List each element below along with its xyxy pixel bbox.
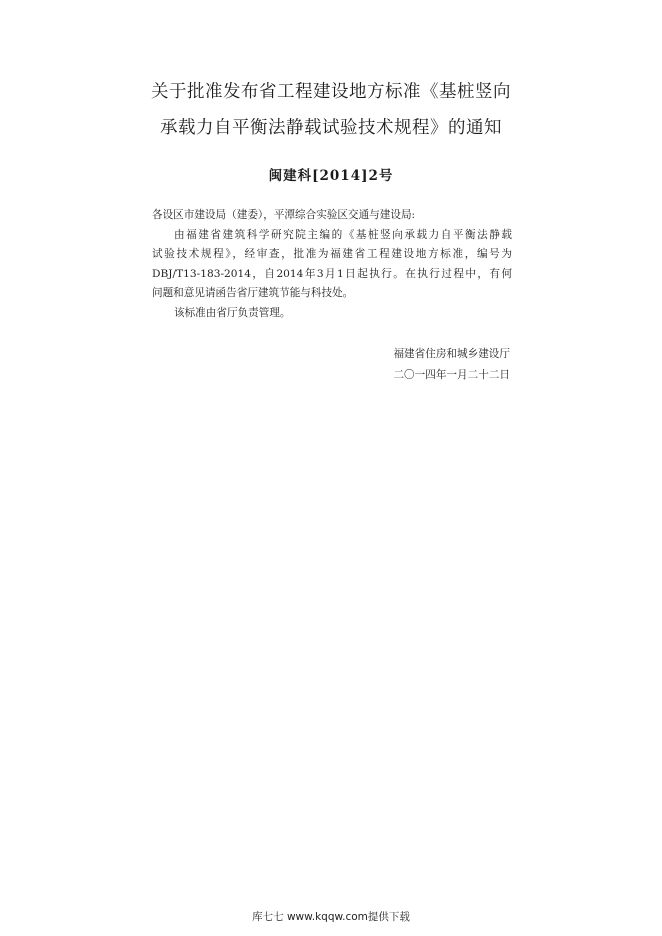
paragraph-1-line-2: 试验技术规程》，经审查，批准为福建省工程建设地方标准，编号为 — [152, 248, 512, 260]
salutation: 各设区市建设局（建委），平潭综合实验区交通与建设局: — [152, 209, 416, 221]
issue-date: 二〇一四年一月二十二日 — [393, 369, 510, 381]
document-number: 闽建科[2014]2号 — [268, 168, 394, 184]
notice-body — [152, 206, 512, 323]
paragraph-2: 该标准由省厅负责管理。 — [174, 306, 291, 319]
paragraph-1-line-1: 由福建省建筑科学研究院主编的《基桩竖向承载力自平衡法静载 — [174, 228, 512, 241]
issuer: 福建省住房和城乡建设厅 — [393, 348, 510, 360]
paragraph-1-line-4: 问题和意见请函告省厅建筑节能与科技处。 — [152, 287, 354, 299]
notice-title-line-2: 承载力自平衡法静载试验技术规程》的通知 — [160, 118, 502, 138]
paragraph-1-line-3: DBJ/T13-183-2014，自2014年3月1日起执行。在执行过程中，有何 — [152, 267, 512, 280]
notice-title-line-1: 关于批准发布省工程建设地方标准《基桩竖向 — [151, 82, 511, 102]
download-footer: 库七七 www.kqqw.com提供下载 — [252, 911, 410, 923]
